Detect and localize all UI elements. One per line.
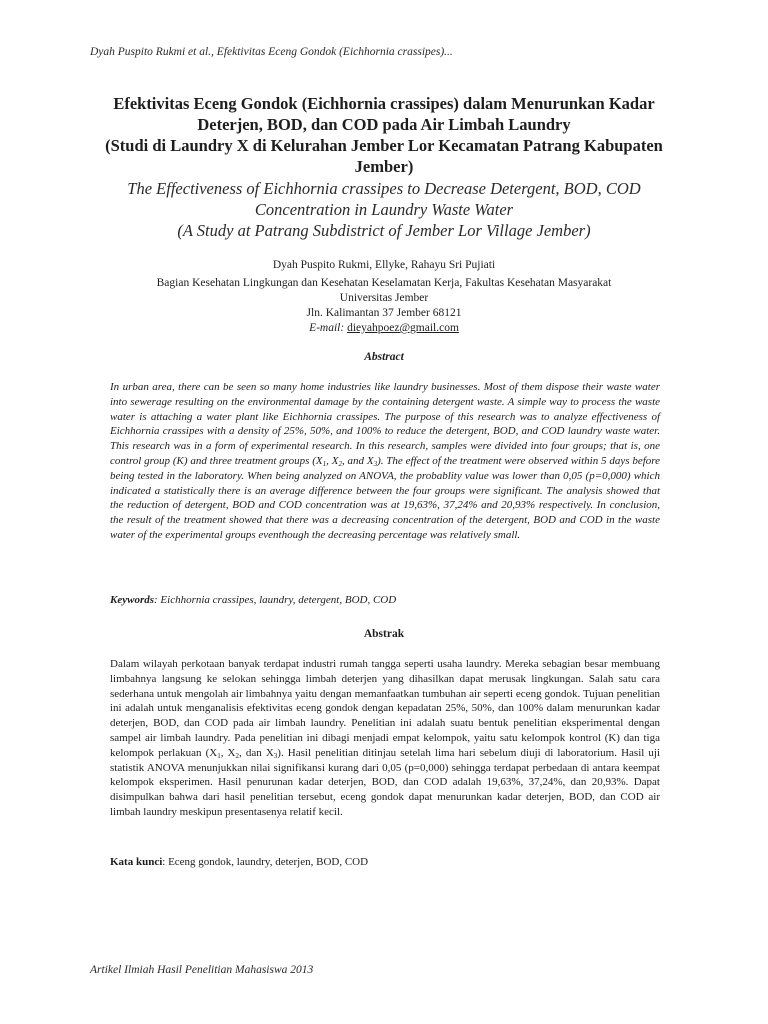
page-footer: Artikel Ilmiah Hasil Penelitian Mahasiswa 2013 bbox=[90, 964, 314, 976]
abstract-line: in the laboratory. When being analyzed on ANOVA, the probablity value was lower than 0,05 (p=0,000) bbox=[166, 469, 631, 482]
title-line: Deterjen, BOD, dan COD pada Air Limbah Laundry bbox=[197, 115, 571, 134]
abstract-line: 20,93% respectively. In conclusion, the result of the treatment showed that there was a decreasing bbox=[110, 499, 660, 527]
email-label: E-mail: bbox=[309, 322, 345, 334]
paper-title-indonesian bbox=[0, 93, 768, 177]
affiliation-line: Universitas Jember bbox=[339, 292, 429, 304]
abstract-line: concentration of the detergent, BOD and COD in the waste water of the experimental groups eventhough the bbox=[110, 514, 660, 541]
author-block bbox=[0, 258, 768, 336]
abstract-line: reduce the detergent, BOD, and COD laundry waste water. This research was in a form of experimental bbox=[110, 425, 660, 453]
affiliation-line: Jln. Kalimantan 37 Jember 68121 bbox=[306, 307, 462, 319]
abstrak-heading: Abstrak bbox=[363, 628, 405, 640]
keywords-line bbox=[110, 593, 660, 608]
abstract-line: simple way to process the waste water is attaching a water plant like Eichhornia crassipes. The purpose of bbox=[110, 395, 661, 423]
abstrak-line: menurunkan kadar deterjen, BOD, dan COD air limbah laundry meskipun presentasenya relatif kecil. bbox=[110, 791, 661, 818]
abstrak-indonesian bbox=[110, 657, 660, 820]
abstract-line: waste water into sewerage resulting on the environmental damage by the containing detergent waste. A bbox=[110, 381, 660, 408]
abstrak-line: laundry. Penelitian ini adalah suatu bentuk penelitian eksperimental dengan sampel air limbah laundry. Pada bbox=[110, 717, 661, 744]
subtitle-line: (A Study at Patrang Subdistrict of Jember Lor Village Jember) bbox=[177, 221, 591, 240]
title-line: Jember) bbox=[354, 157, 414, 176]
abstract-line: which indicated a statistically there is an average difference between the four groups were significant. The bbox=[110, 469, 660, 497]
abstrak-line: Dalam wilayah perkotaan banyak terdapat industri rumah tangga seperti usaha laundry. Mereka sebagian bbox=[110, 658, 581, 670]
abstrak-line: perlakuan ($X_1$, $X_2$, dan $X_3$). Hasil penelitian ditinjau setelah lima hari sebelum diuji di laboratorium. Hasil uji bbox=[158, 746, 661, 760]
subtitle-line: Concentration in Laundry Waste Water bbox=[254, 200, 514, 219]
affiliation-line: Bagian Kesehatan Lingkungan dan Kesehatan Keselamatan Kerja, Fakultas Kesehatan Masyarakat bbox=[156, 277, 612, 289]
title-line: Efektivitas Eceng Gondok (Eichhornia crassipes) dalam Menurunkan Kadar bbox=[113, 94, 655, 113]
abstrak-line: 37,24%, dan 20,93%. Dapat disimpulkan bahwa dari hasil penelitian tersebut, eceng gondok dapat bbox=[110, 776, 660, 804]
running-header: Dyah Puspito Rukmi et al., Efektivitas Eceng Gondok (Eichhornia crassipes)... bbox=[90, 46, 453, 58]
paper-title-english bbox=[0, 178, 768, 241]
email-link[interactable]: dieyahpoez@gmail.com bbox=[347, 322, 459, 334]
email-line bbox=[0, 321, 768, 336]
abstract-line: research. In this research, samples were divided into four groups; that is, one control group (K) and three bbox=[110, 440, 661, 467]
abstrak-line: lingkungan. Salah satu cara sederhana untuk mengolah air limbahnya yaitu dengan memanfaatkan tumbuhan bbox=[110, 672, 660, 700]
title-line: (Studi di Laundry X di Kelurahan Jember Lor Kecamatan Patrang Kabupaten bbox=[105, 136, 663, 155]
subtitle-line: The Effectiveness of Eichhornia crassipes to Decrease Detergent, BOD, COD bbox=[127, 179, 641, 198]
abstrak-line: penelitian ini dibagi menjadi empat kelompok, yaitu satu kelompok kontrol (K) dan tiga kelompok bbox=[110, 731, 660, 759]
abstrak-line: statistik ANOVA menunjukkan nilai signifikansi kurang dari 0,05 (p=0,000) sehingga terdapat perbedaan di bbox=[110, 761, 590, 774]
abstrak-line: kepadatan 25%, 50%, dan 100% dalam menurunkan kadar deterjen, BOD, dan COD pada air limbah bbox=[110, 702, 660, 730]
abstrak-line: air seperti eceng gondok. Tujuan penelitian ini adalah untuk menganalisis efektivitas eceng gondok dengan bbox=[110, 687, 660, 715]
abstract-english bbox=[110, 380, 660, 543]
abstrak-line: besar membuang limbahnya langsung ke selokan sehingga limbah deterjen yang dihasilkan dapat merusak bbox=[110, 658, 660, 685]
kata-kunci-label: Kata kunci bbox=[110, 856, 163, 868]
kata-kunci-line bbox=[110, 855, 660, 870]
abstract-line: decreasing percentage was relatively small. bbox=[328, 528, 521, 541]
abstract-line: treatment groups ($X_1$, $X_2$, and $X_3$). The effect of the treatment were observed within 5 days before being tested bbox=[110, 454, 661, 482]
keywords-label: Keywords bbox=[110, 594, 154, 606]
keywords-text: : Eichhornia crassipes, laundry, detergent, BOD, COD bbox=[154, 594, 397, 606]
abstract-heading: Abstract bbox=[364, 351, 404, 363]
kata-kunci-text: : Eceng gondok, laundry, deterjen, BOD, COD bbox=[162, 856, 369, 868]
abstrak-line: antara keempat kelompok eksperimen. Hasil penurunan kadar deterjen, BOD, dan COD adalah 19,63%, bbox=[110, 761, 660, 789]
abstract-line: this research was to analyze effectiveness of Eichhornia crassipes with a density of 25%, 50%, and 100% to bbox=[110, 410, 660, 438]
authors: Dyah Puspito Rukmi, Ellyke, Rahayu Sri Pujiati bbox=[272, 259, 496, 271]
abstract-line: In urban area, there can be seen so many home industries like laundry businesses. Most of them dispose their bbox=[110, 381, 604, 393]
abstract-line: analysis showed that the reduction of detergent, BOD and COD concentration was at 19,63%, 37,24% and bbox=[110, 484, 661, 512]
